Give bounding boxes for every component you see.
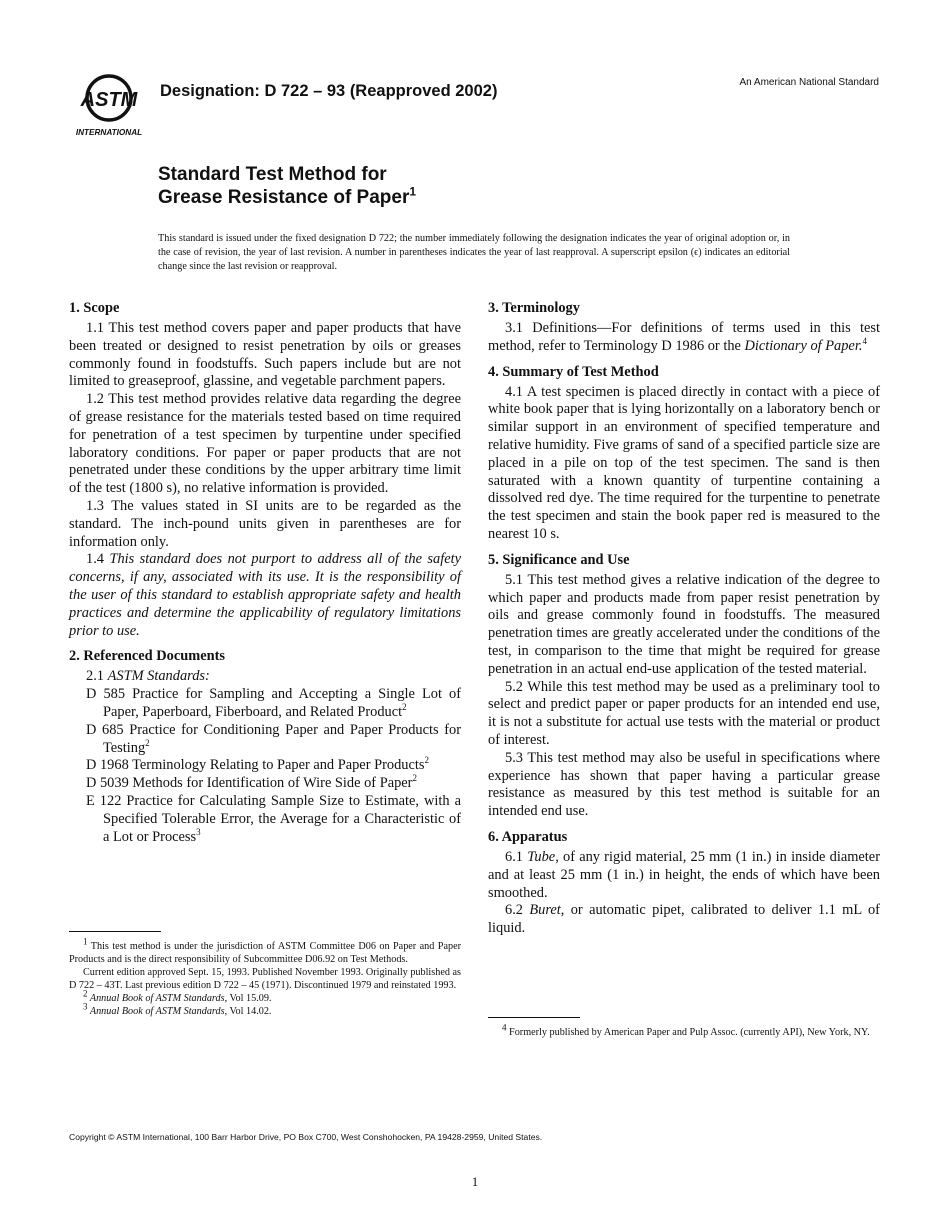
- footnote-1-edition: Current edition approved Sept. 15, 1993. Published November 1993. Originally published as D 722 – 43T. Last previous edition D 722 – 45 (1971). Discontinued 1979 and reinstated 1993.: [69, 967, 461, 991]
- reference-d685: D 685 Practice for Conditioning Paper and Paper Products for Testing$^2$: [86, 721, 461, 756]
- astm-logo: [70, 74, 150, 138]
- footnote-4: $^4$ Formerly published by American Paper and Pulp Assoc. (currently API), New York, NY.: [502, 1022, 870, 1038]
- section-summary: [488, 363, 880, 544]
- footnote-rule: [488, 1017, 580, 1018]
- section-apparatus: [488, 828, 880, 938]
- logo-text: ASTM: [80, 89, 138, 111]
- section-heading: 1. Scope: [69, 300, 120, 316]
- title-line-2: Grease Resistance of Paper$^1$: [158, 184, 417, 208]
- reference-d1968: D 1968 Terminology Relating to Paper and Paper Products$^2$: [86, 755, 429, 774]
- paragraph-3-1: 3.1 Definitions—For definitions of terms used in this test method, refer to Terminology D 1986 or the Dictionary of Paper.$^4$: [488, 320, 880, 354]
- copyright-notice: Copyright © ASTM International, 100 Barr Harbor Drive, PO Box C700, West Conshohocken, PA 19428-2959, United States.: [69, 1132, 543, 1142]
- footnote-3: $^3$ Annual Book of ASTM Standards, Vol 14.02.: [83, 1001, 272, 1017]
- section-heading: 6. Apparatus: [488, 828, 568, 845]
- national-standard-label: An American National Standard: [739, 77, 879, 88]
- paragraph-2-1: 2.1 ASTM Standards:: [86, 668, 210, 685]
- paragraph-5-2: 5.2 While this test method may be used as a preliminary tool to select and predict paper or paper products for an intended end use, it is not a substitute for actual use tests with the material or product of interest.: [488, 678, 880, 748]
- paragraph-6-1: 6.1 Tube, of any rigid material, 25 mm (1 in.) in inside diameter and at least 25 mm (1 in.) in height, the ends of which have been smoothed.: [488, 848, 880, 901]
- title-footnote-mark: 1: [409, 184, 417, 199]
- section-scope: [69, 299, 461, 640]
- paragraph-1-4: 1.4 This standard does not purport to address all of the safety concerns, if any, associated with its use. It is the responsibility of the user of this standard to establish appropriate safety and health practices and determine the applicability of regulatory limitations prior to use.: [69, 551, 461, 639]
- paragraph-4-1: 4.1 A test specimen is placed directly in contact with a piece of white book paper that is lying horizontally on a laboratory bench or similar support in an environment of specified temperature and relative humidity. Five grams of sand of a specified particle size are placed in a pile on top of the test specimen. The sand is then saturated with a known quantity of turpentine containing a dissolved red dye. The time required for the turpentine to penetrate the test specimen and stain the book paper red is measured to the nearest 10 s.: [488, 383, 880, 542]
- paragraph-1-1: 1.1 This test method covers paper and paper products that have been treated or designed to resist penetration by oils or greases commonly found in foodstuffs. Such papers include but are not limited to greaseproof, glassine, and vegetable parchment papers.: [69, 320, 461, 390]
- document-title: [158, 163, 416, 209]
- footnote-1: $^1$ This test method is under the jurisdiction of ASTM Committee D06 on Paper and Paper Products and is the direct responsibility of Subcommittee D06.92 on Test Methods.: [69, 936, 461, 965]
- paragraph-1-3: 1.3 The values stated in SI units are to be regarded as the standard. The inch-pound units given in parentheses are for information only.: [69, 497, 461, 550]
- section-heading: 2. Referenced Documents: [69, 648, 225, 665]
- paragraph-1-2: 1.2 This test method provides relative data regarding the degree of grease resistance for the materials tested based on time required for penetration of a test specimen by turpentine under specified laboratory conditions. For paper or paper products that are not penetrated under these conditions by the upper arbitrary time limit of the test (1800 s), no relative information is provided.: [69, 391, 461, 497]
- paragraph-5-3: 5.3 This test method may also be useful in specifications where experience has shown that paper having a particular grease resistance as measured by this test method is suitable for an intended end use.: [488, 749, 880, 820]
- section-heading: 3. Terminology: [488, 300, 580, 316]
- section-heading: 4. Summary of Test Method: [488, 363, 659, 380]
- section-heading: 5. Significance and Use: [488, 551, 630, 568]
- footnote-2: $^2$ Annual Book of ASTM Standards, Vol 15.09.: [83, 988, 272, 1004]
- left-column: [69, 299, 461, 1017]
- reference-d5039: D 5039 Methods for Identification of Wire Side of Paper$^2$: [86, 773, 417, 792]
- reference-e122: E 122 Practice for Calculating Sample Size to Estimate, with a Specified Tolerable Error, the Average for a Characteristic of a Lot or Process$^3$: [86, 792, 461, 845]
- section-significance: [488, 551, 880, 821]
- title-line-1: Standard Test Method for: [158, 164, 387, 185]
- logo-subtext: INTERNATIONAL: [75, 128, 143, 137]
- right-column: [488, 299, 880, 1038]
- left-footnotes: [69, 931, 461, 1018]
- paragraph-6-2: 6.2 Buret, or automatic pipet, calibrated to deliver 1.1 mL of liquid.: [488, 902, 880, 937]
- footnote-rule: [69, 931, 161, 932]
- reference-d585: D 585 Practice for Sampling and Accepting a Single Lot of Paper, Paperboard, Fiberboard, and Related Product$^2$: [86, 686, 461, 720]
- standard-notice: This standard is issued under the fixed designation D 722; the number immediately following the designation indicates the year of original adoption or, in the case of revision, the year of last revision. A number in parentheses indicates the year of last reapproval. A superscript epsilon (ϵ) indicates an editorial change since the last revision or reapproval.: [158, 233, 790, 272]
- right-footnotes: [488, 1017, 880, 1039]
- page-number: 1: [471, 1174, 479, 1189]
- paragraph-5-1: 5.1 This test method gives a relative indication of the degree to which paper and products made from paper resist penetration by oils and grease commonly found in foodstuffs. The measured penetration times are greatly accelerated under the conditions of the test, in comparison to the time that might be required for grease penetration in an actual end-use application of the tested material.: [488, 571, 880, 677]
- section-terminology: [488, 299, 880, 356]
- section-referenced-documents: [69, 647, 461, 846]
- designation: Designation: D 722 – 93 (Reapproved 2002): [160, 82, 498, 100]
